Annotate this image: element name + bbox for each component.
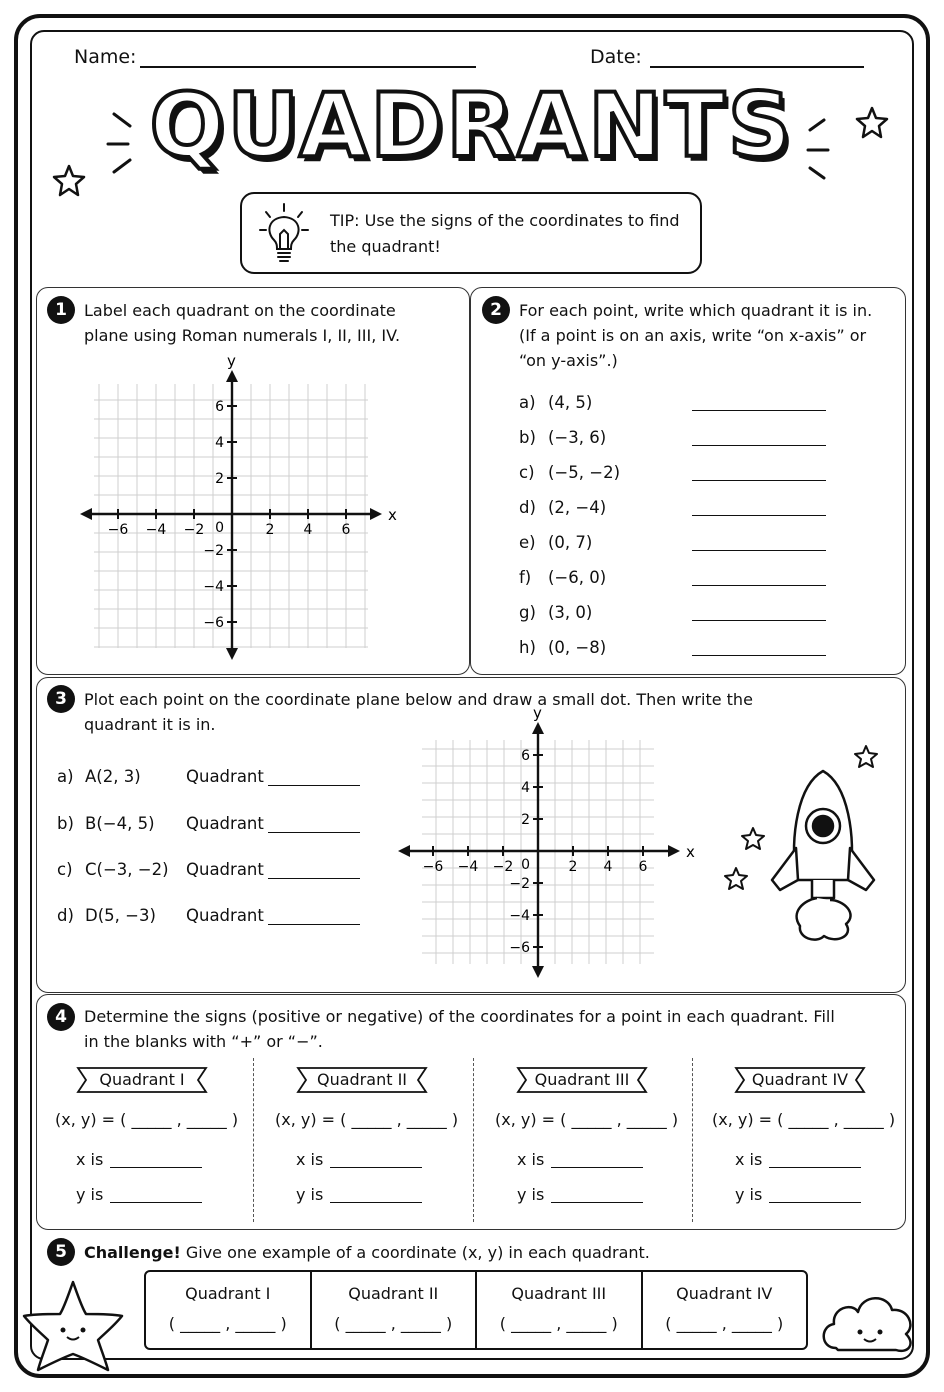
section-2-answer-c[interactable] [692, 480, 826, 481]
section-3-letter-a: a) [57, 767, 74, 786]
challenge-quadrant-3-label: Quadrant III [511, 1284, 607, 1303]
plane-2-x-axis-label: x [686, 843, 695, 861]
plane-1-y-tick-label: −2 [203, 543, 224, 559]
section-2-answer-b[interactable] [692, 445, 826, 446]
section-3-quadrant-label-c: Quadrant [186, 860, 264, 879]
challenge-quadrant-1-label: Quadrant I [185, 1284, 271, 1303]
section-4-number: 4 [47, 1003, 75, 1031]
plane-2-x-arrow-right [668, 845, 680, 857]
section-4-y-is-4: y is [735, 1185, 763, 1204]
section-4-equation-3: (x, y) = ( _____ , _____ ) [495, 1110, 679, 1129]
challenge-table [144, 1270, 808, 1350]
plane-2-x-tick-label: −4 [457, 859, 479, 875]
name-field[interactable] [140, 66, 476, 68]
tip-text: TIP: Use the signs of the coordinates to find the quadrant! [330, 211, 680, 256]
section-4-y-is-2: y is [296, 1185, 324, 1204]
section-3-letter-b: b) [57, 814, 74, 833]
section-2-answer-f[interactable] [692, 585, 826, 586]
star-character-icon [18, 1276, 128, 1374]
section-3-number: 3 [47, 685, 75, 713]
section-2-instruction: For each point, write which quadrant it is in. (If a point is on an axis, write “on x-axis” or “on y-axis”.) [519, 301, 873, 370]
plane-2-y-axis-label: y [533, 708, 542, 722]
section-3-answer-a[interactable] [268, 785, 360, 786]
section-4-x-answer-1[interactable] [110, 1167, 202, 1168]
date-field[interactable] [650, 66, 864, 68]
plane-2-x-arrow-left [398, 845, 410, 857]
section-3-point-d: D(5, −3) [85, 906, 156, 925]
plane-1-y-tick-label: −6 [203, 615, 224, 631]
challenge-cell-1[interactable] [146, 1272, 312, 1348]
plane-2-y-tick-label: −6 [509, 940, 530, 956]
rocket-illustration [720, 740, 880, 955]
challenge-pair-1[interactable]: ( _____ , _____ ) [168, 1314, 287, 1333]
section-2-point-c: (−5, −2) [548, 463, 621, 482]
section-2-letter-f: f) [519, 568, 532, 587]
challenge-text: Give one example of a coordinate (x, y) in each quadrant. [185, 1243, 650, 1262]
section-2-point-d: (2, −4) [548, 498, 607, 517]
section-4-x-is-1: x is [76, 1150, 104, 1169]
section-4-quadrant-4-label: Quadrant IV [751, 1070, 849, 1089]
section-2-point-a: (4, 5) [548, 393, 593, 412]
challenge-cell-3[interactable] [477, 1272, 643, 1348]
section-3-quadrant-label-b: Quadrant [186, 814, 264, 833]
section-2-point-f: (−6, 0) [548, 568, 607, 587]
plane-1-y-arrow-up [226, 370, 238, 382]
plane-1-x-tick-label: −4 [145, 522, 167, 538]
section-3-answer-d[interactable] [268, 924, 360, 925]
plane-2-x-tick-label: −2 [492, 859, 514, 875]
name-label: Name: [74, 46, 137, 68]
section-2-point-e: (0, 7) [548, 533, 593, 552]
star-icon [742, 828, 764, 849]
challenge-label: Challenge! [84, 1243, 181, 1262]
section-2-answer-e[interactable] [692, 550, 826, 551]
section-3-answer-c[interactable] [268, 878, 360, 879]
section-3-letter-c: c) [57, 860, 73, 879]
plane-2-y-tick-label: 2 [521, 812, 530, 828]
plane-1-x-tick-label: 4 [303, 522, 313, 538]
section-2-answer-d[interactable] [692, 515, 826, 516]
section-4-equation-2: (x, y) = ( _____ , _____ ) [275, 1110, 459, 1129]
divider [473, 1058, 474, 1222]
plane-2-y-arrow-down [532, 966, 544, 978]
challenge-cell-2[interactable] [312, 1272, 478, 1348]
plane-1-y-tick-label: 4 [215, 435, 224, 451]
star-icon [725, 868, 747, 889]
section-3-quadrant-label-a: Quadrant [186, 767, 264, 786]
plane-2-x-tick-label: 2 [568, 859, 578, 875]
section-2-letter-g: g) [519, 603, 536, 622]
section-3-point-c: C(−3, −2) [85, 860, 169, 879]
section-4-x-is-2: x is [296, 1150, 324, 1169]
section-5-instruction [84, 1240, 704, 1265]
challenge-pair-3[interactable]: ( _____ , _____ ) [499, 1314, 618, 1333]
section-5-number: 5 [47, 1238, 75, 1266]
section-4-x-is-3: x is [517, 1150, 545, 1169]
section-4-y-answer-3[interactable] [551, 1202, 643, 1203]
section-4-y-answer-2[interactable] [330, 1202, 422, 1203]
section-2-number: 2 [482, 296, 510, 324]
plane-2-x-tick-label: 4 [603, 859, 613, 875]
challenge-pair-4[interactable]: ( _____ , _____ ) [665, 1314, 784, 1333]
section-2-point-b: (−3, 6) [548, 428, 607, 447]
plane-1-x-arrow-left [80, 508, 92, 520]
plane-2-y-arrow-up [532, 722, 544, 734]
plane-2-x-tick-label: −6 [422, 859, 444, 875]
section-3-letter-d: d) [57, 906, 74, 925]
plane-1-y-tick-label: 6 [215, 399, 224, 415]
title-decoration-left [50, 102, 150, 202]
plane-1-y-tick-label: −4 [203, 579, 224, 595]
section-2-letter-e: e) [519, 533, 536, 552]
section-4-y-is-3: y is [517, 1185, 545, 1204]
plane-1-y-axis-label: y [227, 352, 236, 370]
star-icon [54, 166, 84, 195]
page-title: QUADRANTS [149, 74, 795, 177]
coordinate-plane-2[interactable] [390, 708, 700, 988]
section-2-point-g: (3, 0) [548, 603, 593, 622]
section-2-letter-d: d) [519, 498, 536, 517]
challenge-quadrant-2-label: Quadrant II [348, 1284, 439, 1303]
section-2-letter-h: h) [519, 638, 536, 657]
section-2-letter-b: b) [519, 428, 536, 447]
plane-2-origin-label: 0 [521, 857, 530, 873]
challenge-pair-2[interactable]: ( _____ , _____ ) [334, 1314, 453, 1333]
coordinate-plane-1[interactable] [70, 340, 410, 670]
cloud-character-icon [818, 1282, 918, 1362]
section-4-equation-1: (x, y) = ( _____ , _____ ) [55, 1110, 239, 1129]
section-3-quadrant-label-d: Quadrant [186, 906, 264, 925]
section-3-instruction: Plot each point on the coordinate plane below and draw a small dot. Then write the quadrant it is in. [84, 690, 753, 734]
plane-2-y-tick-label: 6 [521, 748, 530, 764]
plane-1-x-arrow-right [370, 508, 382, 520]
section-2-point-h: (0, −8) [548, 638, 607, 657]
section-2-letter-a: a) [519, 393, 536, 412]
section-4-x-is-4: x is [735, 1150, 763, 1169]
plane-1-x-tick-label: 6 [341, 522, 351, 538]
plane-2-y-tick-label: 4 [521, 780, 530, 796]
challenge-quadrant-4-label: Quadrant IV [676, 1284, 773, 1303]
plane-1-x-axis-label: x [388, 506, 397, 524]
section-2-answer-g[interactable] [692, 620, 826, 621]
lightbulb-icon [256, 202, 316, 268]
divider [253, 1058, 254, 1222]
section-4-quadrant-2-label: Quadrant II [316, 1070, 407, 1089]
divider [692, 1058, 693, 1222]
rocket-icon [772, 771, 874, 940]
tip-box [240, 192, 702, 274]
section-4-quadrant-3-label: Quadrant III [534, 1070, 630, 1089]
section-2-letter-c: c) [519, 463, 535, 482]
plane-1-y-arrow-down [226, 648, 238, 660]
section-3-point-a: A(2, 3) [85, 767, 141, 786]
star-icon [855, 746, 877, 767]
section-4-x-answer-2[interactable] [330, 1167, 422, 1168]
challenge-cell-4[interactable] [643, 1272, 807, 1348]
section-4-y-answer-1[interactable] [110, 1202, 202, 1203]
star-icon [857, 108, 887, 137]
plane-2-x-tick-label: 6 [638, 859, 648, 875]
plane-1-x-tick-label: −2 [183, 522, 205, 538]
section-4-equation-4: (x, y) = ( _____ , _____ ) [712, 1110, 896, 1129]
plane-1-y-tick-label: 2 [215, 471, 224, 487]
section-1-instruction: Label each quadrant on the coordinate plane using Roman numerals I, II, III, IV. [84, 301, 401, 345]
section-4-y-is-1: y is [76, 1185, 104, 1204]
section-3-point-b: B(−4, 5) [85, 814, 155, 833]
section-4-y-answer-4[interactable] [769, 1202, 861, 1203]
plane-1-x-tick-label: 2 [265, 522, 275, 538]
section-4-x-answer-4[interactable] [769, 1167, 861, 1168]
section-2-answer-h[interactable] [692, 655, 826, 656]
plane-2-y-tick-label: −2 [509, 876, 530, 892]
date-label: Date: [590, 46, 642, 68]
section-4-instruction: Determine the signs (positive or negative) of the coordinates for a point in each quadrant. Fill in the blanks with “+” or “−”. [84, 1007, 835, 1051]
section-1-number: 1 [47, 296, 75, 324]
section-2-answer-a[interactable] [692, 410, 826, 411]
section-4-x-answer-3[interactable] [551, 1167, 643, 1168]
plane-2-y-tick-label: −4 [509, 908, 530, 924]
plane-1-x-tick-label: −6 [107, 522, 129, 538]
title-decoration-right [796, 100, 896, 190]
section-3-answer-b[interactable] [268, 832, 360, 833]
plane-1-origin-label: 0 [215, 520, 224, 536]
section-4-quadrant-1-label: Quadrant I [99, 1070, 185, 1089]
